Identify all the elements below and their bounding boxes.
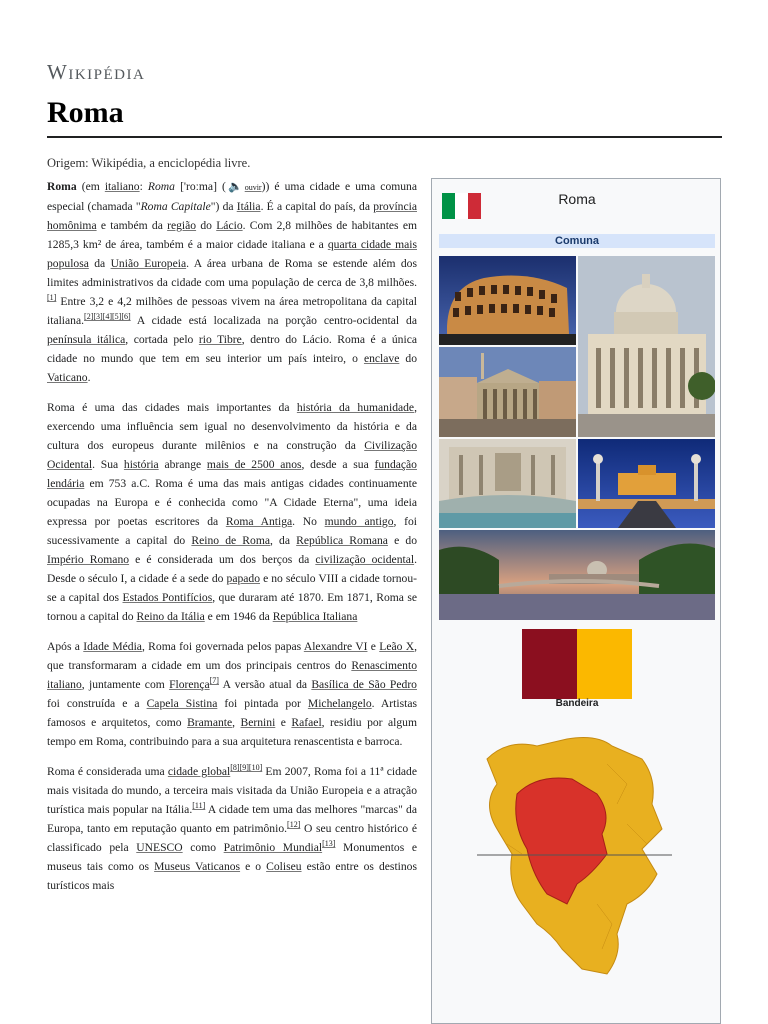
link-bernini[interactable]: Bernini: [240, 716, 276, 729]
link-florenca[interactable]: Florença: [169, 678, 210, 691]
link-2500-anos[interactable]: mais de 2500 anos: [206, 458, 302, 471]
ref-1[interactable]: [1]: [47, 293, 57, 303]
link-estados-pontificios[interactable]: Estados Pontifícios: [122, 591, 213, 604]
link-alexandre-vi[interactable]: Alexandre VI: [303, 640, 368, 653]
link-italia[interactable]: Itália: [236, 200, 261, 213]
paragraph-tourism: Roma é considerada uma cidade global[8][9][10] Em 2007, Roma foi a 11ª cidade mais visitada do mundo, a terceira mais visitada da União Europeia e a atração turística mais popular na Itália.[11] A cidade tem uma das melhores "marcas" da Europa, tanto em reputação quanto em patrimônio.[12] O seu centro histórico é classificado pela UNESCO como Patrimônio Mundial[13] Monumentos e museus tais como os Museus Vaticanos e o Coliseu estão entre os destinos turísticos mais: [47, 763, 417, 892]
ref-13[interactable]: [13]: [322, 839, 336, 849]
paragraph-renaissance: Após a Idade Média, Roma foi governada pelos papas Alexandre VI e Leão X, que transformaram a cidade em um dos principais centros do Renascimento italiano, juntamente com Florença[7] A versão atual da Basílica de São Pedro foi construída e a Capela Sistina foi pintada por Michelangelo. Artistas famosos e arquitetos, como Bramante, Bernini e Rafael, residiu por algum tempo em Roma, contribuindo para a sua arquitetura renascentista e barroca.: [47, 640, 417, 748]
castel-santangelo-photo[interactable]: [578, 439, 715, 528]
paragraph-history: Roma é uma das cidades mais importantes da história da humanidade, exercendo uma influência sem igual no desenvolvimento da história e da cultura dos europeus durante milênios e na construção da Civilização Ocidental. Sua história abrange mais de 2500 anos, desde a sua fundação lendária em 753 a.C. Roma é uma das mais antigas cidades continuamente ocupadas na Europa e é conhecida como "A Cidade Eterna", uma ideia expressa por poetas escritores da Roma Antiga. No mundo antigo, foi sucessivamente a capital do Reino de Roma, da República Romana e do Império Romano e é considerada um dos berços da civilização ocidental. Desde o século I, a cidade é a sede do papado e no século VIII a cidade tornou-se a capital dos Estados Pontifícios, que duraram até 1870. Em 1871, Roma se tornou a capital do Reino da Itália e em 1946 da República Italiana: [47, 401, 417, 623]
link-leao-x[interactable]: Leão X: [379, 640, 415, 653]
link-provincia[interactable]: província homônima: [47, 200, 417, 232]
link-coliseu[interactable]: Coliseu: [266, 860, 302, 873]
ref-2-6[interactable]: [2][3][4][5][6]: [84, 312, 131, 322]
link-enclave[interactable]: enclave: [363, 352, 400, 365]
link-bramante[interactable]: Bramante: [187, 716, 233, 729]
infobox-type: Comuna: [439, 234, 715, 248]
link-renascimento[interactable]: Renascimento italiano: [47, 659, 417, 691]
infobox: [431, 178, 721, 1024]
source-note: Origem: Wikipédia, a enciclopédia livre.: [47, 156, 251, 170]
rome-flag-icon[interactable]: [522, 629, 632, 699]
ref-7[interactable]: [7]: [209, 676, 219, 686]
pantheon-photo[interactable]: [439, 347, 576, 437]
link-reino-italia[interactable]: Reino da Itália: [136, 610, 205, 623]
link-papado[interactable]: papado: [226, 572, 261, 585]
link-reino-roma[interactable]: Reino de Roma: [191, 534, 270, 547]
link-vaticano[interactable]: Vaticano: [47, 371, 88, 384]
article-body: [47, 154, 417, 906]
link-capela-sistina[interactable]: Capela Sistina: [146, 697, 218, 710]
paragraph-intro: Roma (em italiano: Roma ['roːma] (🔈ouvir)) é uma cidade e uma comuna especial (chamada "Roma Capitale") da Itália. É a capital do país, da província homônima e também da região do Lácio. Com 2,8 milhões de habitantes em 1285,3 km² de área, também é a maior cidade italiana e a quarta cidade mais populosa da União Europeia. A área urbana de Roma se estende além dos limites administrativos da cidade com uma população de cerca de 3,8 milhões.[1] Entre 3,2 e 4,2 milhões de pessoas vivem na área metropolitana da capital italiana.[2][3][4][5][6] A cidade está localizada na porção centro-ocidental da península itálica, cortada pelo rio Tibre, dentro do Lácio. Roma é a única cidade no mundo que tem em seu interior um país inteiro, o enclave do Vaticano.: [47, 180, 418, 384]
link-peninsula[interactable]: península itálica: [47, 333, 126, 346]
link-museus-vaticanos[interactable]: Museus Vaticanos: [154, 860, 241, 873]
link-cidade-global[interactable]: cidade global: [167, 765, 231, 778]
trevi-fountain-photo[interactable]: [439, 439, 576, 528]
term-roma: Roma: [47, 180, 77, 193]
link-civilizacao-ocidental[interactable]: Civilização Ocidental: [47, 439, 417, 471]
wikipedia-wordmark[interactable]: Wikipédia: [47, 60, 146, 84]
ref-11[interactable]: [11]: [192, 801, 206, 811]
infobox-title: Roma: [558, 191, 596, 207]
link-basilica[interactable]: Basílica de São Pedro: [311, 678, 417, 691]
ref-12[interactable]: [12]: [287, 820, 301, 830]
link-uniao-europeia[interactable]: União Europeia: [110, 257, 187, 270]
link-fundacao[interactable]: fundação lendária: [47, 458, 417, 490]
flag-caption: Bandeira: [555, 698, 599, 709]
link-lacio[interactable]: Lácio: [216, 219, 243, 232]
link-civilizacao-ocidental-2[interactable]: civilização ocidental: [315, 553, 415, 566]
location-map[interactable]: [477, 734, 677, 984]
link-imperio-romano[interactable]: Império Romano: [47, 553, 130, 566]
title-divider: [47, 136, 722, 138]
link-mundo-antigo[interactable]: mundo antigo: [324, 515, 394, 528]
link-historia-humanidade[interactable]: história da humanidade: [296, 401, 415, 414]
link-republica-italiana[interactable]: República Italiana: [272, 610, 358, 623]
speaker-icon[interactable]: 🔈: [225, 180, 245, 193]
link-patrimonio[interactable]: Patrimônio Mundial: [223, 841, 323, 854]
link-regiao[interactable]: região: [167, 219, 197, 232]
link-rafael[interactable]: Rafael: [291, 716, 322, 729]
link-ouvir[interactable]: ouvir: [244, 183, 262, 192]
link-republica-romana[interactable]: República Romana: [296, 534, 388, 547]
st-peters-basilica-photo[interactable]: [578, 256, 715, 437]
page-title: Roma: [47, 96, 124, 129]
link-italiano[interactable]: italiano: [104, 180, 140, 193]
link-quarta-cidade[interactable]: quarta cidade mais populosa: [47, 238, 417, 270]
link-michelangelo[interactable]: Michelangelo: [307, 697, 372, 710]
link-idade-media[interactable]: Idade Média: [83, 640, 142, 653]
link-tibre[interactable]: rio Tibre: [198, 333, 242, 346]
tiber-river-panorama-photo[interactable]: [439, 530, 715, 620]
link-unesco[interactable]: UNESCO: [136, 841, 183, 854]
link-roma-antiga[interactable]: Roma Antiga: [225, 515, 293, 528]
colosseum-photo[interactable]: [439, 256, 576, 345]
link-historia[interactable]: história: [123, 458, 159, 471]
ref-8-10[interactable]: [8][9][10]: [230, 763, 263, 773]
